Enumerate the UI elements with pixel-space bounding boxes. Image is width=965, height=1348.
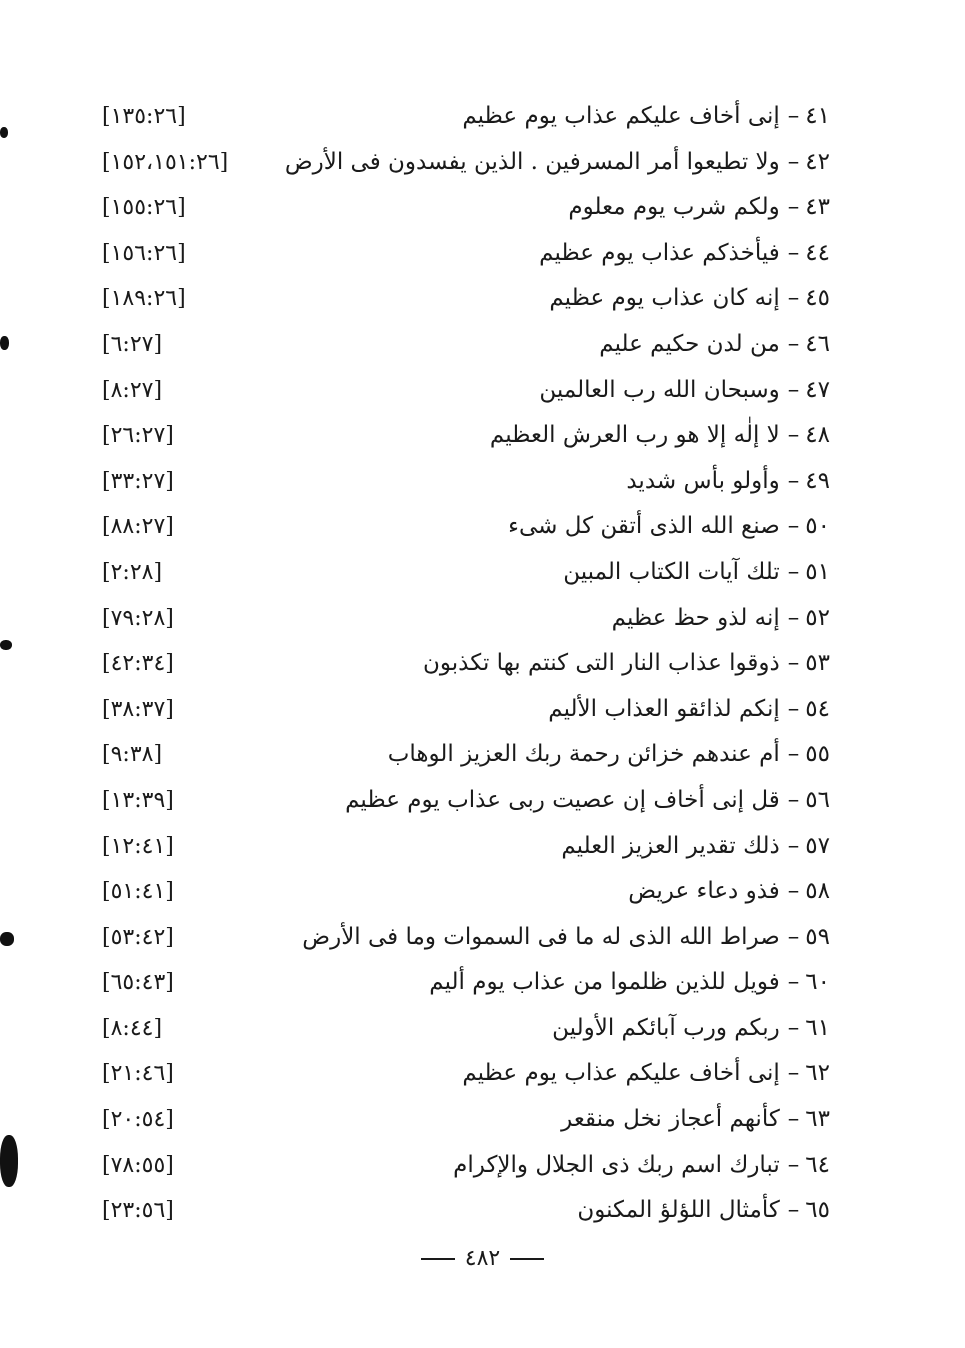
entry-dash: –	[787, 148, 800, 175]
verse-text: أم عندهم خزائن رحمة ربك العزيز الوهاب	[387, 741, 780, 768]
entry-dash: –	[787, 650, 800, 677]
entry-dash: –	[787, 1106, 800, 1133]
verse-list	[90, 94, 830, 1234]
verse-text: كأمثال اللؤلؤ المكنون	[577, 1197, 780, 1224]
entry-number: ٥٩	[805, 923, 830, 950]
entry-dash: –	[787, 194, 800, 221]
entry-line	[539, 368, 830, 413]
entry-line	[302, 915, 830, 960]
verse-reference: [١٥٦:٢٦]	[102, 240, 186, 266]
verse-reference: [٨:٤٤]	[102, 1015, 163, 1041]
verse-text: إنكم لذائقو العذاب الأليم	[548, 695, 780, 722]
entry-number: ٤٥	[805, 285, 830, 312]
list-item	[90, 1051, 830, 1097]
entry-line	[539, 231, 830, 276]
entry-line	[285, 140, 830, 185]
verse-reference: [٣٨:٣٧]	[102, 696, 174, 722]
list-item	[90, 824, 830, 870]
list-item	[90, 94, 830, 140]
list-item	[90, 459, 830, 505]
list-item	[90, 869, 830, 915]
list-item	[90, 960, 830, 1006]
entry-line	[563, 550, 830, 595]
verse-reference: [٤٢:٣٤]	[102, 651, 174, 677]
list-item	[90, 915, 830, 961]
page-number: ٤٨٢	[464, 1246, 501, 1271]
verse-text: من لدن حكيم عليم	[599, 330, 780, 357]
list-item	[90, 1006, 830, 1052]
entry-line	[453, 1143, 830, 1188]
entry-dash: –	[787, 1197, 800, 1224]
entry-number: ٤٢	[805, 148, 830, 175]
entry-number: ٥١	[805, 558, 830, 585]
entry-number: ٥٥	[805, 741, 830, 768]
entry-number: ٤٦	[805, 330, 830, 357]
entry-dash: –	[787, 1014, 800, 1041]
list-item	[90, 596, 830, 642]
entry-dash: –	[787, 467, 800, 494]
entry-line	[568, 185, 830, 230]
entry-dash: –	[787, 513, 800, 540]
entry-line	[548, 687, 830, 732]
verse-text: إنى أخاف عليكم عذاب يوم عظيم	[462, 103, 780, 129]
verse-text: وسبحان الله رب العالمين	[539, 376, 780, 403]
entry-dash: –	[787, 923, 800, 950]
verse-text: قل إنى أخاف إن عصيت ربى عذاب يوم عظيم	[345, 786, 780, 813]
entry-line	[561, 1097, 830, 1142]
entry-dash: –	[787, 239, 800, 266]
entry-number: ٤٨	[805, 422, 830, 449]
entry-number: ٤٣	[805, 194, 830, 221]
entry-dash: –	[787, 376, 800, 403]
entry-number: ٥٣	[805, 650, 830, 677]
entry-number: ٦٠	[805, 969, 830, 996]
list-item	[90, 368, 830, 414]
entry-dash: –	[787, 422, 800, 449]
scan-speck	[0, 127, 8, 138]
entry-number: ٤٤	[805, 239, 830, 266]
entry-line	[599, 322, 830, 367]
verse-reference: [٥٣:٤٢]	[102, 924, 174, 950]
verse-reference: [٦٥:٤٣]	[102, 970, 174, 996]
verse-reference: [٨٨:٢٧]	[102, 514, 174, 540]
entry-number: ٥٢	[805, 604, 830, 631]
verse-text: ولا تطيعوا أمر المسرفين . الذين يفسدون فى الأرض	[284, 148, 780, 175]
scan-speck	[0, 640, 12, 650]
entry-dash: –	[787, 786, 800, 813]
verse-reference: [٩:٣٨]	[102, 742, 163, 768]
verse-text: صنع الله الذى أتقن كل شىء	[508, 513, 780, 540]
entry-line	[612, 596, 830, 641]
verse-reference: [٧٨:٥٥]	[102, 1152, 174, 1178]
list-item	[90, 641, 830, 687]
entry-line	[345, 778, 830, 823]
verse-reference: [٢٠:٥٤]	[102, 1107, 174, 1133]
verse-reference: [٦:٢٧]	[102, 331, 163, 357]
entry-number: ٥٤	[805, 695, 830, 722]
list-item	[90, 1097, 830, 1143]
verse-reference: [٣٣:٢٧]	[102, 468, 174, 494]
verse-text: ذلك تقدير العزيز العليم	[561, 832, 780, 859]
footer-rule	[510, 1258, 544, 1260]
scan-speck	[0, 336, 9, 350]
entry-number: ٦٢	[805, 1060, 830, 1087]
verse-text: إنه كان عذاب يوم عظيم	[549, 285, 780, 312]
entry-line	[577, 1188, 830, 1233]
verse-text: ربكم ورب آبائكم الأولين	[552, 1014, 780, 1041]
entry-number: ٤١	[805, 103, 830, 129]
verse-reference: [١٥٢،١٥١:٢٦]	[102, 149, 229, 175]
entry-line	[508, 504, 830, 549]
entry-line	[462, 94, 830, 139]
verse-reference: [١٥٥:٢٦]	[102, 195, 186, 221]
list-item	[90, 322, 830, 368]
verse-text: كأنهم أعجاز نخل منقعر	[561, 1106, 780, 1133]
verse-reference: [٢:٢٨]	[102, 559, 163, 585]
verse-text: فويل للذين ظلموا من عذاب يوم أليم	[429, 969, 780, 996]
verse-text: فيأخذكم عذاب يوم عظيم	[539, 239, 780, 266]
entry-dash: –	[787, 969, 800, 996]
verse-text: إنه لذو حظ عظيم	[611, 604, 780, 631]
page-footer	[0, 1246, 965, 1271]
verse-reference: [١٣٥:٢٦]	[102, 104, 186, 129]
verse-reference: [٢١:٤٦]	[102, 1061, 174, 1087]
verse-reference: [٢٣:٥٦]	[102, 1198, 174, 1224]
entry-line	[462, 1051, 830, 1096]
verse-reference: [١٣:٣٩]	[102, 787, 174, 813]
entry-number: ٤٧	[805, 376, 830, 403]
list-item	[90, 1188, 830, 1234]
verse-text: ولكم شرب يوم معلوم	[568, 194, 780, 221]
entry-dash: –	[787, 741, 800, 768]
entry-number: ٥٧	[805, 832, 830, 859]
entry-dash: –	[787, 330, 800, 357]
list-item	[90, 276, 830, 322]
verse-text: ذوقوا عذاب النار التى كنتم بها تكذبون	[423, 650, 780, 677]
list-item	[90, 732, 830, 778]
entry-number: ٤٩	[805, 467, 830, 494]
verse-text: إنى أخاف عليكم عذاب يوم عظيم	[462, 1060, 780, 1087]
verse-text: تلك آيات الكتاب المبين	[563, 558, 780, 585]
verse-text: وأولو بأس شديد	[626, 467, 780, 494]
entry-line	[388, 732, 830, 777]
verse-text: صراط الله الذى له ما فى السموات وما فى الأرض	[302, 923, 780, 950]
entry-dash: –	[787, 558, 800, 585]
scan-speck	[0, 1135, 18, 1187]
entry-line	[423, 641, 830, 686]
entry-dash: –	[787, 695, 800, 722]
entry-line	[561, 824, 830, 869]
entry-dash: –	[787, 878, 800, 905]
entry-line	[552, 1006, 830, 1051]
entry-dash: –	[787, 285, 800, 312]
verse-reference: [١٨٩:٢٦]	[102, 286, 186, 312]
footer-rule	[421, 1258, 455, 1260]
entry-dash: –	[787, 832, 800, 859]
list-item	[90, 504, 830, 550]
entry-number: ٦٣	[805, 1106, 830, 1133]
verse-text: تبارك اسم ربك ذى الجلال والإكرام	[453, 1151, 780, 1178]
entry-number: ٦٤	[805, 1151, 830, 1178]
list-item	[90, 550, 830, 596]
list-item	[90, 687, 830, 733]
entry-number: ٥٠	[805, 513, 830, 540]
list-item	[90, 140, 830, 186]
list-item	[90, 231, 830, 277]
entry-line	[628, 869, 830, 914]
entry-dash: –	[787, 1060, 800, 1087]
verse-text: فذو دعاء عريض	[628, 878, 780, 905]
verse-text: لا إلٰه إلا هو رب العرش العظيم	[489, 422, 780, 449]
entry-number: ٦٥	[805, 1197, 830, 1224]
verse-reference: [٧٩:٢٨]	[102, 605, 174, 631]
entry-number: ٥٨	[805, 878, 830, 905]
entry-number: ٦١	[805, 1014, 830, 1041]
entry-line	[549, 276, 830, 321]
verse-reference: [١٢:٤١]	[102, 833, 174, 859]
verse-reference: [٢٦:٢٧]	[102, 423, 174, 449]
entry-dash: –	[787, 103, 800, 129]
list-item	[90, 778, 830, 824]
entry-dash: –	[787, 1151, 800, 1178]
entry-line	[626, 459, 830, 504]
verse-reference: [٥١:٤١]	[102, 879, 174, 905]
entry-number: ٥٦	[805, 786, 830, 813]
entry-dash: –	[787, 604, 800, 631]
list-item	[90, 1143, 830, 1189]
entry-line	[490, 413, 830, 458]
entry-line	[429, 960, 830, 1005]
verse-reference: [٨:٢٧]	[102, 377, 163, 403]
scan-speck	[0, 932, 14, 946]
list-item	[90, 413, 830, 459]
list-item	[90, 185, 830, 231]
